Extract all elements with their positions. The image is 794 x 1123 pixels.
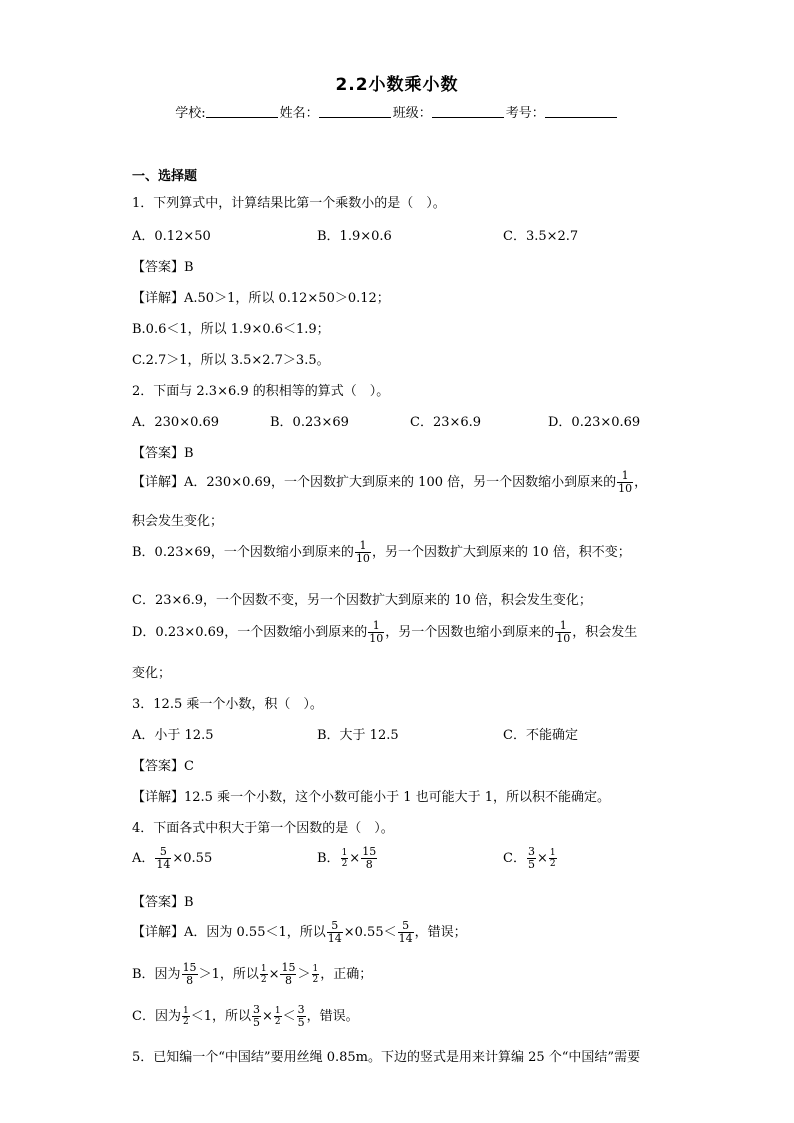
q1-detail-3: C.2.7＞1，所以 3.5×2.7＞3.5。 bbox=[132, 353, 330, 368]
q4-detail-b: B．因为 $\frac{15}{8}$ ＞1，所以 $\frac{1}{2}$ × $\frac{15}{8}$ ＞ $\frac{1}{2}$ ，正确； bbox=[132, 961, 373, 987]
fraction: $\frac{1}{2}$ bbox=[549, 848, 556, 869]
q3-option-a: A．小于 12.5 bbox=[132, 728, 214, 743]
q4-detail-c: C．因为 $\frac{1}{2}$ ＜1，所以 $\frac{3}{5}$ × $\frac{1}{2}$ ＜ $\frac{3}{5}$ ，错误。 bbox=[132, 1003, 359, 1029]
q2-detail-3: C．23×6.9，一个因数不变，另一个因数扩大到原来的 10 倍，积会发生变化； bbox=[132, 593, 592, 608]
page-title: 2.2小数乘小数 bbox=[335, 75, 459, 95]
fraction: $\frac{5}{14}$ bbox=[156, 845, 171, 871]
fraction: $\frac{3}{5}$ bbox=[527, 845, 535, 871]
fraction: $\frac{15}{8}$ bbox=[281, 961, 296, 987]
q1-option-b: B．1.9×0.6 bbox=[317, 229, 392, 244]
q1-option-c: C．3.5×2.7 bbox=[503, 229, 579, 244]
q3-stem: 3．12.5 乘一个小数，积（ ）。 bbox=[132, 697, 323, 712]
q2-stem: 2．下面与 2.3×6.9 的积相等的算式（ ）。 bbox=[132, 384, 390, 399]
q1-detail-2: B.0.6＜1，所以 1.9×0.6＜1.9； bbox=[132, 322, 330, 337]
q2-detail-1-text: 【详解】A．230×0.69，一个因数扩大到原来的 100 倍，另一个因数缩小到原来的 bbox=[132, 475, 617, 490]
school-label: 学校: bbox=[175, 106, 206, 121]
q2-option-a: A．230×0.69 bbox=[132, 415, 220, 430]
exam-no-blank[interactable] bbox=[545, 105, 617, 118]
q1-detail-1: 【详解】A.50＞1，所以 0.12×50＞0.12； bbox=[132, 291, 390, 306]
q3-answer: 【答案】C bbox=[132, 759, 194, 774]
fraction: $\frac{1}{10}$ bbox=[618, 469, 633, 495]
section-heading: 一、选择题 bbox=[132, 169, 198, 184]
class-blank[interactable] bbox=[432, 105, 504, 118]
q4-option-a: A． $\frac{5}{14}$ ×0.55 bbox=[132, 845, 213, 871]
q2-detail-4-cont: 变化； bbox=[132, 666, 172, 681]
fraction: $\frac{1}{2}$ bbox=[260, 964, 267, 985]
fraction: $\frac{5}{14}$ bbox=[398, 919, 413, 945]
fraction: $\frac{1}{10}$ bbox=[556, 619, 571, 645]
fraction: $\frac{1}{2}$ bbox=[182, 1006, 189, 1027]
q1-option-a: A．0.12×50 bbox=[132, 229, 211, 244]
q2-option-c: C．23×6.9 bbox=[410, 415, 482, 430]
q1-answer: 【答案】B bbox=[132, 260, 194, 275]
fraction: $\frac{3}{5}$ bbox=[252, 1003, 260, 1029]
fraction: $\frac{1}{10}$ bbox=[369, 619, 384, 645]
q2-detail-2: B．0.23×69，一个因数缩小到原来的 $\frac{1}{10}$ ，另一个因数扩大到原来的 10 倍，积不变； bbox=[132, 539, 631, 565]
exam-no-label: 考号： bbox=[505, 106, 545, 121]
q4-stem: 4．下面各式中积大于第一个因数的是（ ）。 bbox=[132, 821, 394, 836]
fraction: $\frac{1}{10}$ bbox=[355, 539, 370, 565]
school-blank[interactable] bbox=[206, 105, 278, 118]
q3-option-c: C．不能确定 bbox=[503, 728, 578, 743]
q3-detail-1: 【详解】12.5 乘一个小数，这个小数可能小于 1 也可能大于 1，所以积不能确定。 bbox=[132, 790, 611, 805]
q3-option-b: B．大于 12.5 bbox=[317, 728, 399, 743]
q2-option-b: B．0.23×69 bbox=[270, 415, 349, 430]
q2-answer: 【答案】B bbox=[132, 446, 194, 461]
fraction: $\frac{1}{2}$ bbox=[312, 964, 319, 985]
q5-stem: 5．已知编一个“中国结”要用丝绳 0.85m。下边的竖式是用来计算编 25 个“中国结”需要 bbox=[132, 1050, 641, 1065]
q4-option-c: C． $\frac{3}{5}$ × $\frac{1}{2}$ bbox=[503, 845, 556, 871]
class-label: 班级： bbox=[392, 106, 432, 121]
fraction: $\frac{15}{8}$ bbox=[182, 961, 197, 987]
name-label: 姓名： bbox=[279, 106, 319, 121]
fraction: $\frac{3}{5}$ bbox=[297, 1003, 305, 1029]
fraction: $\frac{5}{14}$ bbox=[327, 919, 342, 945]
student-info-line bbox=[0, 102, 794, 121]
fraction: $\frac{15}{8}$ bbox=[362, 845, 377, 871]
q1-stem: 1．下列算式中，计算结果比第一个乘数小的是（ ）。 bbox=[132, 196, 446, 211]
name-blank[interactable] bbox=[319, 105, 391, 118]
q4-answer: 【答案】B bbox=[132, 895, 194, 910]
q4-detail-a: 【详解】A．因为 0.55＜1，所以 $\frac{5}{14}$ ×0.55＜ $\frac{5}{14}$ ，错误； bbox=[132, 919, 467, 945]
q2-detail-1-cont: 积会发生变化； bbox=[132, 514, 224, 529]
q2-detail-1: 【详解】A．230×0.69，一个因数扩大到原来的 100 倍，另一个因数缩小到原来的 $\frac{1}{10}$ ， bbox=[132, 469, 648, 495]
q4-option-b: B． $\frac{1}{2}$ × $\frac{15}{8}$ bbox=[317, 845, 377, 871]
q2-detail-4: D．0.23×0.69，一个因数缩小到原来的 $\frac{1}{10}$ ，另一个因数也缩小到原来的 $\frac{1}{10}$ ，积会发生 bbox=[132, 619, 638, 645]
fraction: $\frac{1}{2}$ bbox=[341, 848, 348, 869]
q2-option-d: D．0.23×0.69 bbox=[548, 415, 641, 430]
fraction: $\frac{1}{2}$ bbox=[274, 1006, 281, 1027]
